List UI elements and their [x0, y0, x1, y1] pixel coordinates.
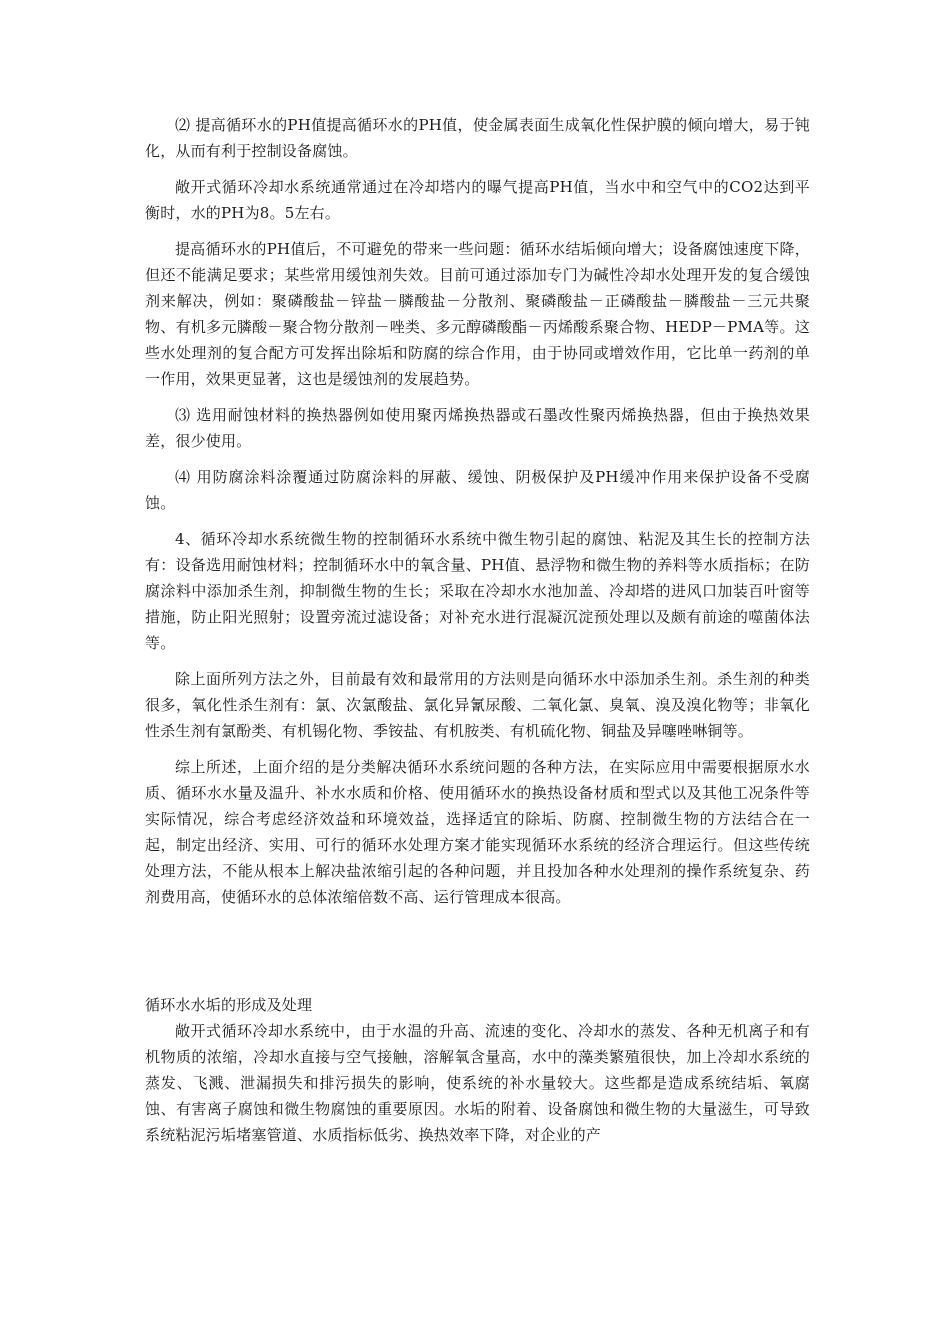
paragraph-scale-formation: 敞开式循环冷却水系统中，由于水温的升高、流速的变化、冷却水的蒸发、各种无机离子和有机物质的浓缩，冷却水直接与空气接触，溶解氧含量高，水中的藻类繁殖很快，加上冷却水系统的蒸发、飞溅、泄漏损失和排污损失的影响，使系统的补水量较大。这些都是造成系统结垢、氧腐蚀、有害离子腐蚀和微生物腐蚀的重要原因。水垢的附着、设备腐蚀和微生物的大量滋生，可导致系统粘泥污垢堵塞管道、水质指标低劣、换热效率下降，对企业的产	[145, 1022, 810, 1144]
paragraph-biocides: 除上面所列方法之外，目前最有效和最常用的方法则是向循环水中添加杀生剂。杀生剂的种类很多，氧化性杀生剂有：氯、次氯酸盐、氯化异氰尿酸、二氧化氯、臭氧、溴及溴化物等；非氧化性杀生剂有氯酚类、有机锡化物、季铵盐、有机胺类、有机硫化物、铜盐及异噻唑啉铜等。	[145, 670, 810, 740]
paragraph-anticorrosion-coating: ⑷ 用防腐涂料涂覆通过防腐涂料的屏蔽、缓蚀、阴极保护及PH缓冲作用来保护设备不受腐蚀。	[145, 468, 810, 512]
paragraph-summary: 综上所述，上面介绍的是分类解决循环水系统问题的各种方法，在实际应用中需要根据原水水质、循环水水量及温升、补水水质和价格、使用循环水的换热设备材质和型式以及其他工况条件等实际情况，综合考虑经济效益和环境效益，选择适宜的除垢、防腐、控制微生物的方法结合在一起，制定出经济、实用、可行的循环水处理方案才能实现循环水系统的经济合理运行。但这些传统处理方法，不能从根本上解决盐浓缩引起的各种问题，并且投加各种水处理剂的操作系统复杂、药剂费用高，使循环水的总体浓缩倍数不高、运行管理成本很高。	[145, 758, 810, 906]
document-page	[145, 112, 810, 1158]
paragraph-corrosion-resistant-exchanger: ⑶ 选用耐蚀材料的换热器例如使用聚丙烯换热器或石墨改性聚丙烯换热器，但由于换热效果差，很少使用。	[145, 406, 810, 450]
section-title: 循环水水垢的形成及处理	[145, 996, 313, 1014]
section-spacer	[145, 920, 810, 992]
paragraph-microbe-control: 4、循环冷却水系统微生物的控制循环水系统中微生物引起的腐蚀、粘泥及其生长的控制方法有：设备选用耐蚀材料；控制循环水中的氧含量、PH值、悬浮物和微生物的养料等水质指标；在防腐涂料中添加杀生剂，抑制微生物的生长；采取在冷却水水池加盖、冷却塔的进风口加装百叶窗等措施，防止阳光照射；设置旁流过滤设备；对补充水进行混凝沉淀预处理以及颇有前途的噬菌体法等。	[145, 530, 810, 652]
paragraph-ph-raise: ⑵ 提高循环水的PH值提高循环水的PH值，使金属表面生成氧化性保护膜的倾向增大，易于钝化，从而有利于控制设备腐蚀。	[145, 116, 810, 160]
paragraph-ph-problems: 提高循环水的PH值后，不可避免的带来一些问题：循环水结垢倾向增大；设备腐蚀速度下降，但还不能满足要求；某些常用缓蚀剂失效。目前可通过添加专门为碱性冷却水处理开发的复合缓蚀剂来解决，例如：聚磷酸盐－锌盐－膦酸盐－分散剂、聚磷酸盐－正磷酸盐－膦酸盐－三元共聚物、有机多元膦酸－聚合物分散剂－唑类、多元醇磷酸酯－丙烯酸系聚合物、HEDP－PMA等。这些水处理剂的复合配方可发挥出除垢和防腐的综合作用，由于协同或增效作用，它比单一药剂的单一作用，效果更显著，这也是缓蚀剂的发展趋势。	[145, 240, 810, 388]
paragraph-aeration: 敞开式循环冷却水系统通常通过在冷却塔内的曝气提高PH值，当水中和空气中的CO2达到平衡时，水的PH为8。5左右。	[145, 178, 810, 222]
